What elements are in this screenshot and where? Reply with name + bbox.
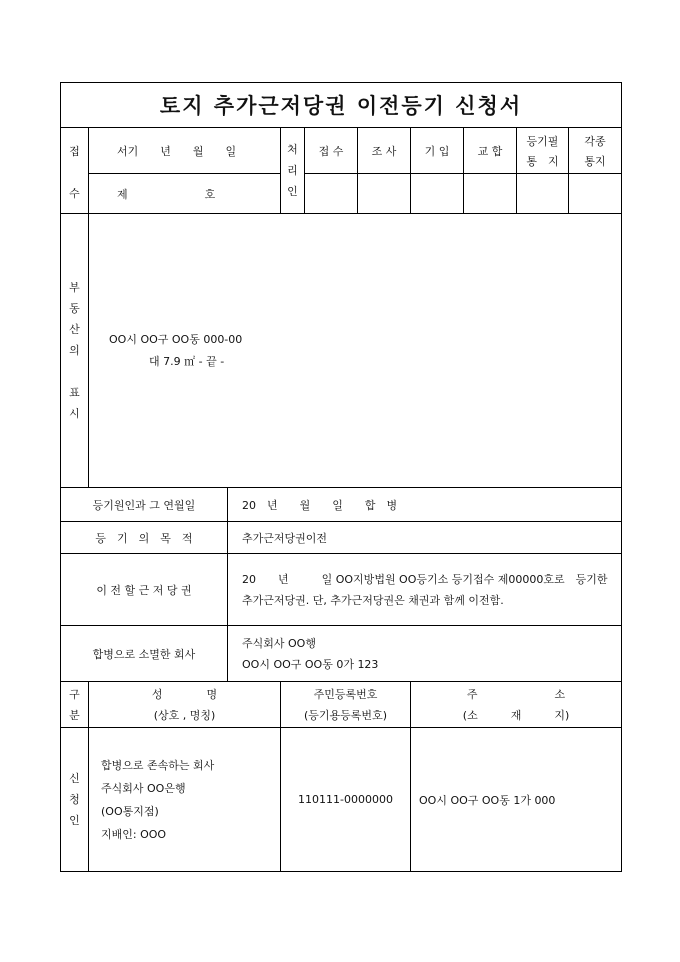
processing-label-2: 리 (287, 164, 298, 177)
extinct-company-name: 주식회사 OO행 (242, 636, 316, 650)
col-address-bottom: (소 재 지) (462, 708, 570, 722)
col-address-top: 주 소 (466, 687, 566, 701)
col-id-top: 주민등록번호 (313, 687, 378, 701)
property-label-char: 표 (69, 386, 80, 399)
property-label-char: 부 (69, 281, 80, 294)
col-gubun-bottom: 분 (69, 708, 80, 722)
processing-label (281, 128, 305, 214)
property-content (89, 214, 622, 488)
receipt-date: 서기 년 월 일 (89, 128, 281, 174)
extinct-label: 합병으로 소멸한 회사 (61, 626, 228, 682)
transfer-value: 20 년 일 OO지방법원 OO등기소 등기접수 제00000호로 등기한 추가근저당권. 단, 추가근저당권은 채권과 함께 이전함. (228, 554, 622, 626)
notice-completion-bottom: 통 지 (526, 154, 559, 168)
applicant-label-char: 청 (69, 793, 80, 806)
step-receipt-box (305, 174, 358, 214)
property-label-char: 동 (69, 302, 80, 315)
property-label-char: 의 (69, 344, 80, 357)
applicant-name-line: 주식회사 OO은행 (101, 781, 186, 795)
applicant-address: OO시 OO구 OO동 1가 000 (411, 728, 622, 872)
notice-various-bottom: 통지 (584, 154, 606, 168)
applicant-label-char: 신 (69, 772, 80, 785)
form-table (60, 82, 622, 872)
receipt-label-top: 접 (61, 128, 89, 174)
col-name (89, 682, 281, 728)
notice-various-box (569, 174, 622, 214)
transfer-label: 이 전 할 근 저 당 권 (61, 554, 228, 626)
receipt-label-bottom: 수 (61, 174, 89, 214)
applicant-label-char: 인 (69, 814, 80, 827)
col-id (281, 682, 411, 728)
extinct-company-address: OO시 OO구 OO동 0가 123 (242, 657, 379, 671)
notice-various (569, 128, 622, 174)
col-name-bottom: (상호 , 명칭) (153, 708, 216, 722)
applicant-name-line: (OO통지점) (101, 804, 159, 818)
property-label-char: 산 (69, 323, 80, 336)
applicant-name-line: 합병으로 존속하는 회사 (101, 758, 215, 772)
applicant-name (89, 728, 281, 872)
cause-value: 20 년 월 일 합 병 (228, 488, 622, 522)
extinct-value (228, 626, 622, 682)
purpose-label: 등 기 의 목 적 (61, 522, 228, 554)
step-examine: 조 사 (358, 128, 411, 174)
property-address: OO시 OO구 OO동 000-00 (109, 332, 243, 346)
step-receipt: 접 수 (305, 128, 358, 174)
applicant-name-line: 지배인: OOO (101, 827, 167, 841)
notice-completion-top: 등기필 (526, 134, 559, 148)
processing-label-1: 처 (287, 143, 298, 156)
step-check: 교 합 (464, 128, 517, 174)
applicant-id: 110111-0000000 (281, 728, 411, 872)
col-gubun (61, 682, 89, 728)
processing-label-3: 인 (287, 185, 298, 198)
notice-completion-box (517, 174, 569, 214)
step-check-box (464, 174, 517, 214)
step-entry: 기 입 (411, 128, 464, 174)
property-label-char (61, 361, 88, 382)
property-detail: 대 7.9 ㎡ - 끝 - (149, 354, 225, 368)
application-form (60, 82, 621, 872)
col-name-top: 성 명 (151, 687, 218, 701)
notice-various-top: 각종 (584, 134, 606, 148)
step-examine-box (358, 174, 411, 214)
step-entry-box (411, 174, 464, 214)
notice-completion (517, 128, 569, 174)
col-id-bottom: (등기용등록번호) (304, 708, 387, 722)
col-address (411, 682, 622, 728)
purpose-value: 추가근저당권이전 (228, 522, 622, 554)
applicant-label (61, 728, 89, 872)
property-label (61, 214, 89, 488)
cause-label: 등기원인과 그 연월일 (61, 488, 228, 522)
col-gubun-top: 구 (69, 687, 80, 701)
form-title: 토지 추가근저당권 이전등기 신청서 (61, 83, 622, 128)
receipt-number: 제 호 (89, 174, 281, 214)
property-label-char: 시 (69, 407, 80, 420)
